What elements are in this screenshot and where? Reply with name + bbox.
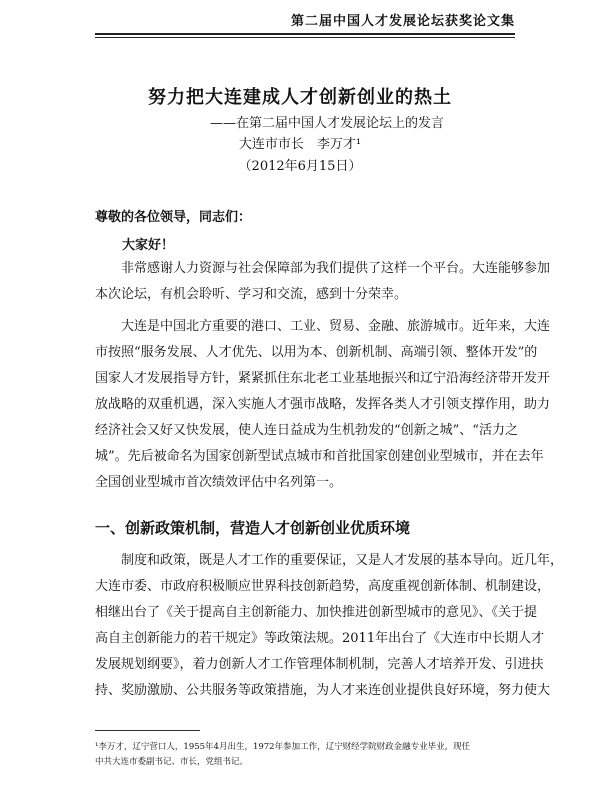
paragraph-line: 大连市委、市政府积极顺应世界科技创新趋势，高度重视创新体制、机制建设， [95, 579, 551, 594]
paragraph-line: 经济社会又好又快发展，使人连日益成为生机勃发的“创新之城”、“活力之 [95, 423, 518, 438]
speaker-line: 大连市市长 李万才¹ [238, 137, 362, 152]
paragraph-line: 国家人才发展指导方针，紧紧抓住东北老工业基地振兴和辽宁沿海经济带开发开 [95, 371, 551, 386]
article-title: 努力把大连建成人才创新创业的热土 [148, 87, 452, 108]
paragraph-line: 制度和政策，既是人才工作的重要保证，又是人才发展的基本导向。近几年， [95, 553, 564, 568]
paragraph-3 [95, 548, 564, 704]
article-subtitle: ——在第二届中国人才发展论坛上的发言 [210, 116, 445, 131]
paragraph-line: 市按照“服务发展、人才优先、以用为本、创新机制、高端引领、整体开发”的 [95, 345, 538, 360]
paragraph-1 [95, 256, 551, 308]
footnote-line: ¹李万才，辽宁营口人，1955年4月出生，1972年参加工作，辽宁财经学院财政金融专业毕业，现任 [95, 742, 471, 752]
speech-date: （2012年6月15日） [238, 159, 362, 174]
running-header: 第二届中国人才发展论坛获奖论文集 [290, 14, 515, 29]
paragraph-line: 本次论坛，有机会聆听、学习和交流，感到十分荣幸。 [95, 287, 408, 302]
paragraph-line: 相继出台了《关于提高自主创新能力、加快推进创新型城市的意见》、《关于提 [95, 605, 538, 620]
footnote-line: 中共大连市委副书记、市长，党组书记。 [95, 757, 249, 767]
footnote [95, 740, 520, 770]
header-rule [95, 33, 515, 38]
salutation: 尊敬的各位领导，同志们： [95, 210, 252, 225]
paragraph-line: 持、奖励激励、公共服务等政策措施，为人才来连创业提供良好环境，努力使大 [95, 683, 551, 698]
paragraph-line: 放战略的双重机遇，深入实施人才强市战略，发挥各类人才引领支撑作用，助力 [95, 397, 551, 412]
paragraph-2 [95, 314, 551, 496]
paragraph-line: 高自主创新能力的若干规定》等政策法规。2011年出台了《大连市中长期人才 [95, 631, 545, 646]
paragraph-line: 全国创业型城市首次绩效评估中名列第一。 [95, 475, 343, 490]
footnote-rule [95, 730, 200, 731]
paragraph-line: 非常感谢人力资源与社会保障部为我们提供了这样一个平台。大连能够参加 [95, 261, 551, 276]
paragraph-line: 大连是中国北方重要的港口、工业、贸易、金融、旅游城市。近年来，大连 [95, 319, 551, 334]
paragraph-line: 发展规划纲要》，着力创新人才工作管理体制机制，完善人才培养开发、引进扶 [95, 657, 544, 672]
section-heading: 一、创新政策机制，营造人才创新创业优质环境 [95, 519, 411, 537]
paragraph-line: 城”。先后被命名为国家创新型试点城市和首批国家创建创业型城市，并在去年 [95, 449, 544, 464]
greeting: 大家好！ [122, 238, 175, 253]
